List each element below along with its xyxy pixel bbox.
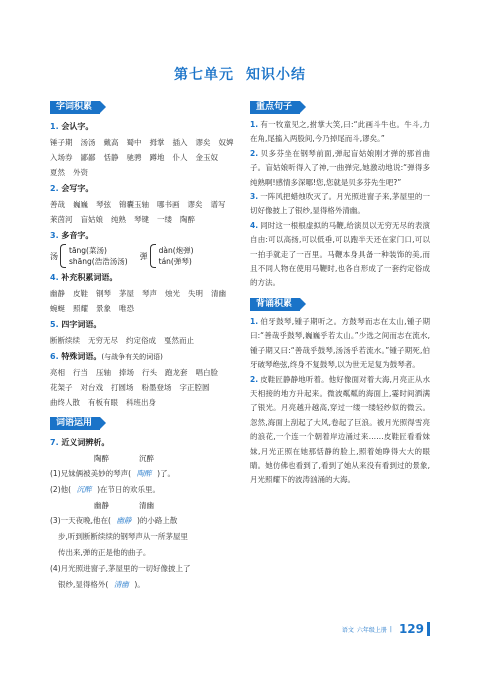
word-item: 蜿蜒 (50, 304, 65, 313)
recite-2-num: 2. (250, 374, 259, 384)
word-item: 琴弦 (96, 200, 111, 209)
polyphone-char-2: 弹 (139, 251, 148, 261)
q3-post: )的小路上散 (136, 516, 178, 525)
item-1-num: 1. (50, 122, 59, 131)
footer-separator: | (389, 625, 392, 633)
word-item: 曲终人散 (50, 398, 80, 407)
word-item: 锤子期 (50, 138, 73, 147)
item-2-num: 2. (50, 184, 59, 193)
word-item: 皮鞋 (73, 289, 88, 298)
item-7-num: 7. (50, 438, 59, 447)
q2-post: )在节日的欢乐里。 (97, 485, 160, 494)
word-item: 无穷无尽 (88, 336, 118, 345)
choice-a2: 沉醉 (139, 454, 154, 463)
q4-pre: (4)月光照进窗子,茅屋里的一切好像披上了 (50, 564, 191, 573)
item-4-words (50, 286, 242, 316)
sentence-3 (250, 190, 430, 219)
choice-b1: 幽静 (94, 501, 109, 510)
word-item: 粉墨登场 (141, 383, 172, 392)
word-item: 夏然 (50, 168, 65, 177)
word-item: 茅屋 (119, 289, 134, 298)
choice-row-b (50, 498, 242, 513)
question-3 (50, 513, 242, 561)
footer-subject: 语文 (341, 626, 354, 634)
section-tag-recite: 背诵积累 (250, 298, 300, 311)
sentence-2-text: 贝多芬坐在钢琴前面,弹起盲姑娘刚才弹的那首曲子。盲姑娘听得入了神,一曲弹完,她激动地说:“弹得多纯熟啊!感情多深哪!您,您就是贝多芬先生吧?” (250, 148, 430, 187)
polyphone-char-1: 汤 (50, 251, 58, 261)
footer-bar (427, 622, 430, 636)
word-item: 清幽 (211, 289, 226, 298)
word-item: 花架子 (50, 383, 73, 392)
sentence-1-num: 1. (250, 120, 259, 129)
word-item: 字正腔圆 (179, 383, 210, 392)
q1-answer: 陶醉 (136, 469, 152, 478)
word-item: 打圆场 (111, 383, 134, 392)
sentence-4-num: 4. (250, 220, 259, 230)
word-item: 亮相 (50, 368, 65, 377)
q4-answer: 清幽 (113, 580, 129, 589)
item-1-words (50, 135, 242, 180)
item-6-title: 特殊词语。 (61, 352, 102, 361)
item-5-num: 5. (50, 320, 59, 329)
word-item: 蹲地 (149, 153, 165, 162)
word-item: 仆人 (172, 153, 188, 162)
word-item: 戛然而止 (164, 336, 194, 345)
item-7-title: 近义词辨析。 (61, 438, 110, 447)
item-1-head (50, 121, 242, 133)
word-item: 外资 (73, 168, 88, 177)
sentence-3-num: 3. (250, 192, 259, 202)
word-item: 一缕 (157, 215, 172, 224)
recite-2 (250, 373, 430, 488)
polyphone-readings-1 (69, 245, 128, 267)
reading-2a: dàn(炮弹) (158, 246, 194, 255)
recite-1-text: 伯牙鼓琴,锺子期听之。方鼓琴而志在太山,锺子期曰:“善哉乎鼓琴,巍巍乎若太山。”少选之间而志在流水,锺子期又曰:“善哉乎鼓琴,汤汤乎若流水。”锺子期死,伯牙破琴绝弦,终身不复鼓琴,以为世无足复为鼓琴者。 (250, 316, 430, 370)
q1-post: )了。 (157, 469, 175, 478)
brace-icon (150, 244, 156, 268)
word-item: 唯恐 (119, 304, 134, 313)
word-item: 行头 (142, 368, 157, 377)
word-item: 鄙鄙 (80, 153, 96, 162)
item-6-words (50, 365, 242, 410)
polyphone-readings-2 (159, 245, 194, 267)
word-item: 跑龙套 (165, 368, 188, 377)
word-item: 莱茵河 (50, 215, 73, 224)
left-column (50, 94, 242, 593)
sentence-1 (250, 118, 430, 147)
item-7-head (50, 437, 242, 449)
word-item: 插入 (172, 138, 188, 147)
word-item: 行当 (73, 368, 88, 377)
section-tag-key-sentences: 重点句子 (250, 101, 300, 114)
sentence-4 (250, 219, 430, 291)
word-item: 纯熟 (111, 215, 126, 224)
item-6-note: (与战争有关的词语) (101, 353, 163, 361)
item-1-title: 会认字。 (61, 122, 94, 131)
word-item: 琴键 (134, 215, 149, 224)
item-6-num: 6. (50, 352, 59, 361)
word-item: 谱写 (210, 200, 226, 209)
word-item: 汤汤 (80, 138, 96, 147)
word-item: 奴婢 (218, 138, 234, 147)
item-5-head (50, 319, 242, 331)
word-item: 善哉 (50, 200, 65, 209)
item-2-title: 会写字。 (61, 184, 94, 193)
q4-cont1: 银纱,显得格外( (58, 580, 109, 589)
word-item: 拇掌 (149, 138, 165, 147)
unit-label: 第七单元 (174, 67, 234, 83)
reading-1a: tāng(菜汤) (69, 246, 107, 255)
word-item: 钢琴 (96, 289, 111, 298)
word-item: 烛光 (165, 289, 180, 298)
item-2-head (50, 183, 242, 195)
brace-icon (60, 244, 66, 268)
section-tag-usage: 词语运用 (50, 417, 100, 430)
page-title (0, 64, 480, 84)
word-item: 谬矣 (187, 200, 203, 209)
word-item: 压轴 (96, 368, 111, 377)
polyphone-group (50, 244, 242, 268)
q3-pre: (3)一天夜晚,他在( (50, 516, 111, 525)
item-4-num: 4. (50, 273, 59, 282)
q3-answer: 幽静 (116, 516, 132, 525)
word-item: 戴高 (103, 138, 119, 147)
q3-cont2: 传出来,弹的正是他的曲子。 (58, 548, 151, 557)
key-sentences (250, 118, 430, 291)
question-4 (50, 561, 242, 593)
item-5-words (50, 333, 242, 348)
word-item: 蜀中 (126, 138, 142, 147)
section-tag-vocab: 字词积累 (50, 101, 100, 114)
word-item: 唱白脸 (195, 368, 218, 377)
word-item: 失明 (188, 289, 203, 298)
reading-2b: tán(弹琴) (158, 257, 192, 266)
item-6-head (50, 351, 242, 363)
word-item: 琴声 (142, 289, 157, 298)
word-item: 巍巍 (73, 200, 88, 209)
q1-pre: (1)兄妹俩被美妙的琴声( (50, 469, 132, 478)
sentence-4-text: 同时这一根根虚拟的马鞭,给演员以无穷无尽的表演自由:可以高扬,可以低垂,可以跑半天还在家门口,可以一拍手就走了一百里。马鞭本身具备一种装饰的美,而且不同人物在使用马鞭时,也各自形成了一套约定俗成的方法。 (250, 220, 430, 288)
recite-1-num: 1. (250, 316, 259, 326)
word-item: 恬静 (103, 153, 119, 162)
word-item: 金玉奴 (195, 153, 218, 162)
recite-1 (250, 315, 430, 373)
sentence-2 (250, 147, 430, 190)
word-item: 陶醉 (180, 215, 195, 224)
item-3-title: 多音字。 (61, 231, 94, 240)
q3-cont1: 步,听到断断续续的钢琴声从一所茅屋里 (58, 532, 188, 541)
item-3-num: 3. (50, 231, 59, 240)
word-item: 有板有眼 (88, 398, 118, 407)
choice-a1: 陶醉 (94, 454, 109, 463)
word-item: 对台戏 (80, 383, 103, 392)
item-5-title: 四字词语。 (61, 320, 102, 329)
reading-1b: shāng(浩浩汤汤) (69, 257, 128, 266)
item-2-words (50, 197, 242, 227)
word-item: 哪书画 (157, 200, 180, 209)
word-item: 锦囊玉轴 (119, 200, 149, 209)
word-item: 幽静 (50, 289, 65, 298)
question-1 (50, 466, 242, 482)
choice-row-a (50, 451, 242, 466)
footer-grade: 六年级上册 (356, 626, 387, 634)
item-4-head (50, 272, 242, 284)
word-item: 断断续续 (50, 336, 80, 345)
word-item: 驰骋 (126, 153, 142, 162)
page-number: 129 (398, 622, 424, 636)
word-item: 照耀 (73, 304, 88, 313)
recite-passages (250, 315, 430, 488)
item-3-head (50, 230, 242, 242)
page-footer (300, 622, 430, 636)
sentence-1-text: 有一牧童见之,拊掌大笑,曰:“此画斗牛也。牛斗,力在角,尾搐入两股间,今乃掉尾而斗,谬矣。” (250, 120, 430, 144)
q2-pre: (2)他( (50, 485, 72, 494)
word-item: 捧场 (119, 368, 134, 377)
q4-post: )。 (134, 580, 145, 589)
word-item: 盲姑娘 (80, 215, 103, 224)
choice-b2: 清幽 (139, 501, 154, 510)
sentence-3-text: 一阵风把蜡烛吹灭了。月光照进窗子来,茅屋里的一切好像披上了银纱,显得格外清幽。 (250, 192, 430, 216)
word-item: 谬矣 (195, 138, 211, 147)
right-column (250, 94, 430, 488)
word-item: 入场券 (50, 153, 73, 162)
word-item: 约定俗成 (126, 336, 156, 345)
sentence-2-num: 2. (250, 148, 259, 158)
question-2 (50, 482, 242, 498)
word-item: 科班出身 (126, 398, 156, 407)
q2-answer: 沉醉 (76, 485, 92, 494)
item-4-title: 补充积累词语。 (61, 273, 118, 282)
title-name: 知识小结 (246, 67, 306, 83)
recite-2-text: 皮鞋匠静静地听着。他好像面对着大海,月亮正从水天相接的地方升起来。微波粼粼的海面上,霎时间洒满了银光。月亮越升越高,穿过一缕一缕轻纱似的微云。忽然,海面上刮起了大风,卷起了巨浪。被月光照得雪亮的浪花,一个连一个朝着岸边涌过来……皮鞋匠看看妹妹,月光正照在她那恬静的脸上,照着她睁得大大的眼睛。她仿佛也看到了,看到了她从来没有看到过的景象,月光照耀下的波涛汹涌的大海。 (250, 374, 430, 485)
word-item: 景象 (96, 304, 111, 313)
